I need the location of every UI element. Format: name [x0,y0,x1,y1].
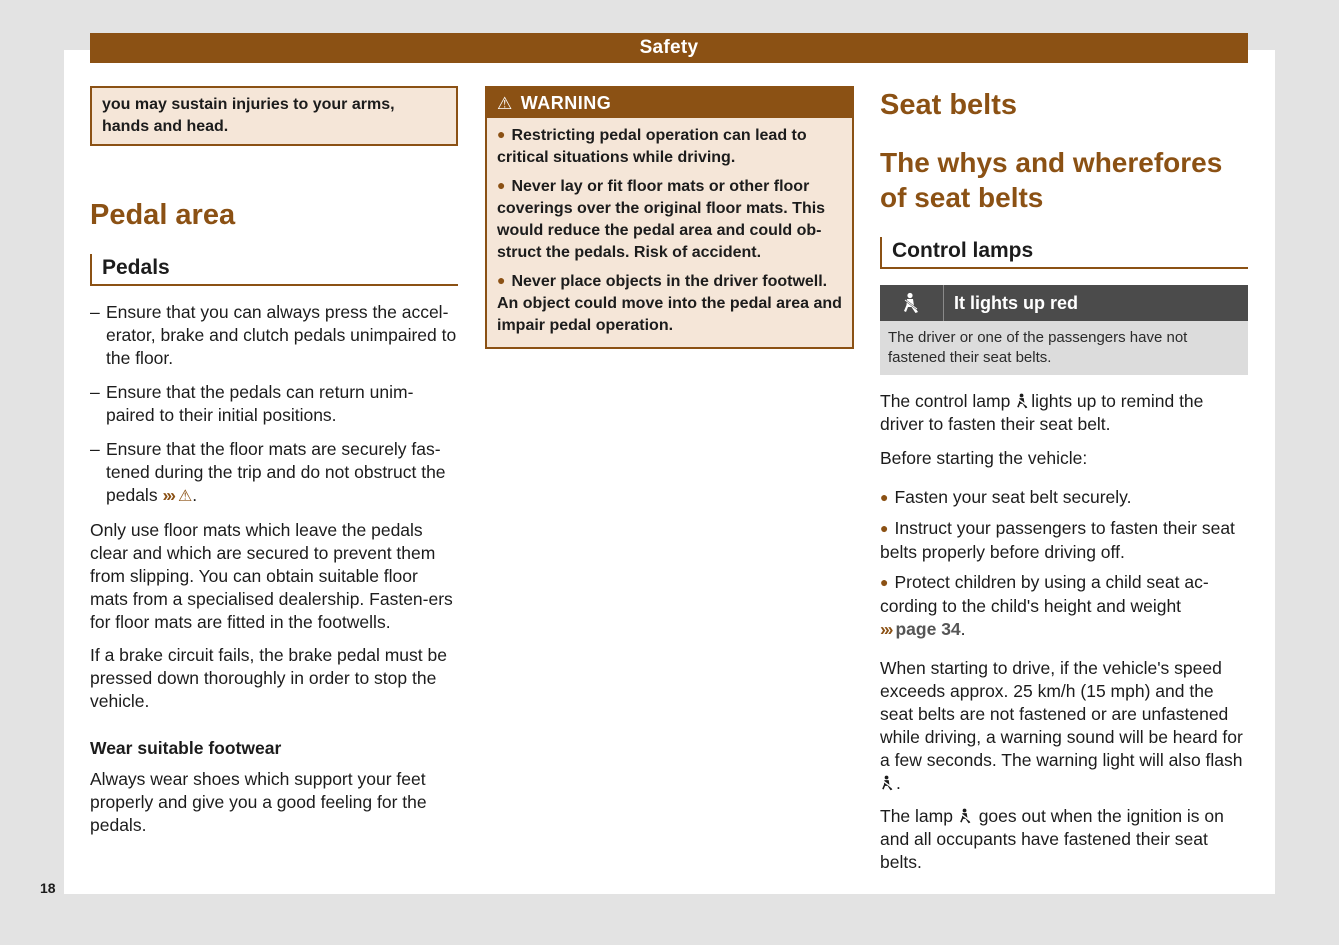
seatbelt-icon [1015,392,1031,410]
page-reference-link[interactable]: page 34 [895,619,961,639]
list-item: ● Protect children by using a child seat ac-cording to the child's height and weight ››› page 34. [880,572,1209,639]
list-item: ● Instruct your passengers to fasten their seat belts properly before driving off. [880,518,1235,562]
subsection-title: Pedals [90,254,458,286]
continued-note-text: you may sustain injuries to your arms, hands and head. [102,96,395,135]
list-item: – Ensure that the pedals can return unim-paired to their initial positions. [90,382,414,425]
seatbelt-icon [958,807,974,825]
warning-triangle-icon[interactable]: ⚠ [177,488,193,505]
warning-box [485,86,854,349]
control-lamp-description: The driver or one of the passengers have not fastened their seat belts. [880,321,1248,375]
before-start-list [880,486,1248,641]
drive-warning-paragraph: When starting to drive, if the vehicle's speed exceeds approx. 25 km/h (15 mph) and the seat belts are not fastened or are unfastened while driving, a warning sound will be heard for a few seconds. The warning light will also flash . [880,658,1243,793]
control-lamp-paragraph: The control lamp lights up to remind the driver to fasten their seat belt. [880,391,1204,434]
seatbelt-icon [880,774,896,792]
control-lamp-header [880,285,1248,321]
footwear-heading: Wear suitable footwear [90,738,282,758]
warning-body [487,118,852,347]
floor-mats-paragraph: Only use floor mats which leave the pedals clear and which are secured to prevent them from slipping. You can obtain suitable floor mats from a specialised dealership. Fasten-ers for floor mats are fitted in the footwells. [90,520,453,632]
column-left [90,86,458,837]
warning-title: WARNING [520,93,612,113]
footwear-paragraph: Always wear shoes which support your feet properly and give you a good feeling for the pedals. [90,769,427,835]
reference-arrows-icon: ››› [880,619,892,639]
warning-item: ● Never place objects in the driver footwell. An object could move into the pedal area and impair pedal operation. [497,272,842,334]
warning-item: ● Restricting pedal operation can lead to critical situations while driving. [497,126,807,166]
control-lamps-heading: Control lamps [880,237,1248,269]
warning-header [487,88,852,118]
list-item: – Ensure that the floor mats are securely fas-tened during the trip and do not obstruct the pedals ››› ⚠. [90,439,446,505]
bullet-icon: ● [497,272,506,288]
column-middle [485,86,854,349]
bullet-icon: ● [880,574,889,590]
list-item: – Ensure that you can always press the accel-erator, brake and clutch pedals unimpaired to the floor. [90,302,457,368]
column-right [880,86,1248,874]
seatbelt-warning-icon [880,285,944,321]
warning-triangle-icon: ⚠ [497,94,513,113]
page-number: 18 [40,880,56,896]
before-start-paragraph: Before starting the vehicle: [880,448,1088,468]
reference-arrows-icon: ››› [162,485,174,505]
pedal-instructions-list [90,301,458,508]
continued-note-box [90,86,458,146]
chapter-subtitle: The whys and wherefores of seat belts [880,147,1223,213]
bullet-icon: ● [497,126,506,142]
bullet-icon: ● [880,520,889,536]
bullet-icon: ● [880,489,889,505]
bullet-icon: ● [497,177,506,193]
section-title: Pedal area [90,199,236,231]
chapter-title: Seat belts [880,89,1017,121]
list-item: ● Fasten your seat belt securely. [880,487,1132,507]
brake-circuit-paragraph: If a brake circuit fails, the brake pedal must be pressed down thoroughly in order to stop the vehicle. [90,645,447,711]
control-lamp-table [880,285,1248,375]
warning-item: ● Never lay or fit floor mats or other floor coverings over the original floor mats. This would reduce the pedal area and could ob-struct the pedals. Risk of accident. [497,177,826,261]
lamp-out-paragraph: The lamp goes out when the ignition is on and all occupants have fastened their seat belts. [880,806,1224,872]
chapter-header: Safety [90,33,1248,63]
control-lamp-status: It lights up red [954,292,1078,313]
